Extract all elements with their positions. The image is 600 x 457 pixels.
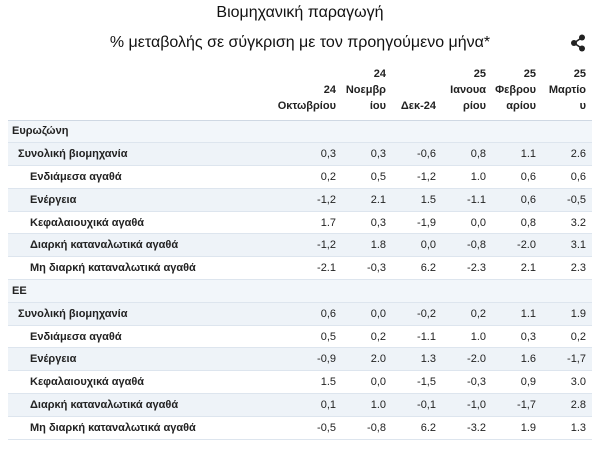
table-row (8, 394, 592, 417)
column-header-line: ρίου (463, 99, 486, 112)
table-cell: -1,7 (542, 348, 592, 371)
table-cell: 6.2 (392, 416, 442, 439)
table-row (8, 348, 592, 371)
table-cell: -1,5 (392, 371, 442, 394)
table-cell: 3.1 (542, 234, 592, 257)
table-cell: 0,0 (342, 302, 392, 325)
table-cell: 0,0 (342, 371, 392, 394)
column-header[interactable] (542, 63, 592, 120)
table-row (8, 302, 592, 325)
column-header-line: 24 (323, 83, 336, 96)
row-label: Ενδιάμεσα αγαθά (8, 166, 232, 189)
column-header-line: 24 (373, 67, 386, 80)
table-cell: 0,8 (492, 211, 542, 234)
table-row (8, 188, 592, 211)
section-label: ΕΕ (8, 280, 592, 303)
row-label: Διαρκή καταναλωτικά αγαθά (8, 394, 232, 417)
column-header-line: Φεβρου (495, 83, 536, 96)
table-cell: 1.9 (542, 302, 592, 325)
table-cell: 2.1 (492, 257, 542, 280)
table-cell: -0,5 (232, 416, 342, 439)
table-cell: 0,3 (342, 143, 392, 166)
table-cell: 2.0 (342, 348, 392, 371)
column-header[interactable] (492, 63, 542, 120)
table-cell: 0,2 (442, 302, 492, 325)
table-body (8, 120, 592, 439)
section-label: Ευρωζώνη (8, 120, 592, 143)
table-cell: 0,0 (442, 211, 492, 234)
row-label: Συνολική βιομηχανία (8, 143, 232, 166)
table-cell: 0,2 (342, 325, 392, 348)
table-cell: -0,2 (392, 302, 442, 325)
share-icon (568, 33, 588, 53)
table-cell: 1.0 (442, 166, 492, 189)
table-cell: -1,0 (442, 394, 492, 417)
table-row (8, 143, 592, 166)
table-cell: 0,2 (542, 325, 592, 348)
table-cell: 1.1 (492, 143, 542, 166)
column-header-line: Μαρτίο (548, 83, 586, 96)
data-table-container (8, 63, 592, 440)
table-cell: -1.1 (442, 188, 492, 211)
table-cell: 0,5 (342, 166, 392, 189)
share-button[interactable] (568, 33, 588, 53)
column-header-line: 25 (473, 67, 486, 80)
table-cell: 1.8 (342, 234, 392, 257)
column-header[interactable] (442, 63, 492, 120)
table-row (8, 166, 592, 189)
table-cell: 2.6 (542, 143, 592, 166)
column-header[interactable] (392, 63, 442, 120)
table-cell: 0,3 (342, 211, 392, 234)
row-label: Ενέργεια (8, 348, 232, 371)
table-cell: -2.1 (232, 257, 342, 280)
table-cell: -1,7 (492, 394, 542, 417)
table-cell: 1.3 (542, 416, 592, 439)
table-row (8, 416, 592, 439)
section-row (8, 120, 592, 143)
table-cell: -0,6 (392, 143, 442, 166)
table-cell: -0,8 (442, 234, 492, 257)
table-cell: -2.3 (442, 257, 492, 280)
row-label: Κεφαλαιουχικά αγαθά (8, 371, 232, 394)
table-cell: -2.0 (442, 348, 492, 371)
table-cell: -1,2 (232, 188, 342, 211)
row-label: Μη διαρκή καταναλωτικά αγαθά (8, 416, 232, 439)
table-cell: 2.8 (542, 394, 592, 417)
column-header-line: Δεκ-24 (400, 99, 436, 112)
column-header-line: Νοεμβρ (345, 83, 386, 96)
table-cell: 0,9 (492, 371, 542, 394)
table-cell: -0,1 (392, 394, 442, 417)
table-row (8, 257, 592, 280)
table-cell: 0,6 (542, 166, 592, 189)
table-cell: 0,0 (392, 234, 442, 257)
table-cell: 1.3 (392, 348, 442, 371)
table-cell: 1.7 (232, 211, 342, 234)
table-cell: 1.0 (342, 394, 392, 417)
table-cell: -0,3 (342, 257, 392, 280)
column-header-line: ίου (369, 99, 386, 112)
table-cell: 3.0 (542, 371, 592, 394)
table-cell: -1,2 (232, 234, 342, 257)
table-cell: -1,9 (392, 211, 442, 234)
table-header-empty (8, 63, 232, 120)
table-cell: -1,2 (392, 166, 442, 189)
table-cell: 0,6 (232, 302, 342, 325)
table-cell: -0,3 (442, 371, 492, 394)
column-header-line: αρίου (506, 99, 536, 112)
section-row (8, 280, 592, 303)
row-label: Κεφαλαιουχικά αγαθά (8, 211, 232, 234)
column-header-line: Ιανουα (450, 83, 486, 96)
table-cell: 0,6 (492, 166, 542, 189)
table-cell: 6.2 (392, 257, 442, 280)
row-label: Ενδιάμεσα αγαθά (8, 325, 232, 348)
data-table (8, 63, 592, 440)
table-row (8, 211, 592, 234)
table-cell: 0,3 (232, 143, 342, 166)
chart-title: Βιομηχανική παραγωγή (216, 4, 384, 21)
table-row (8, 234, 592, 257)
table-cell: 1.0 (442, 325, 492, 348)
table-cell: 2.1 (342, 188, 392, 211)
table-cell: 1.1 (492, 302, 542, 325)
column-header-line: Οκτωβρίου (277, 99, 336, 112)
table-cell: -0,8 (342, 416, 392, 439)
table-cell: 1.9 (492, 416, 542, 439)
table-cell: -1.1 (392, 325, 442, 348)
table-cell: -3.2 (442, 416, 492, 439)
table-cell: 0,3 (492, 325, 542, 348)
table-header-row (8, 63, 592, 120)
row-label: Μη διαρκή καταναλωτικά αγαθά (8, 257, 232, 280)
table-cell: 0,8 (442, 143, 492, 166)
table-cell: -2.0 (492, 234, 542, 257)
column-header[interactable] (232, 63, 342, 120)
column-header-line: υ (579, 99, 586, 112)
table-cell: 2.3 (542, 257, 592, 280)
row-label: Ενέργεια (8, 188, 232, 211)
chart-subtitle: % μεταβολής σε σύγκριση με τον προηγούμενο μήνα* (109, 34, 491, 51)
column-header-line: 25 (523, 67, 536, 80)
table-cell: 0,5 (232, 325, 342, 348)
table-cell: -0,9 (232, 348, 342, 371)
table-row (8, 371, 592, 394)
table-cell: 1.6 (492, 348, 542, 371)
table-cell: 3.2 (542, 211, 592, 234)
column-header-line: 25 (573, 67, 586, 80)
row-label: Διαρκή καταναλωτικά αγαθά (8, 234, 232, 257)
table-cell: 0,1 (232, 394, 342, 417)
table-cell: 1.5 (232, 371, 342, 394)
table-cell: 0,6 (492, 188, 542, 211)
table-cell: 1.5 (392, 188, 442, 211)
table-cell: -0,5 (542, 188, 592, 211)
column-header[interactable] (342, 63, 392, 120)
table-row (8, 325, 592, 348)
row-label: Συνολική βιομηχανία (8, 302, 232, 325)
table-cell: 0,2 (232, 166, 342, 189)
